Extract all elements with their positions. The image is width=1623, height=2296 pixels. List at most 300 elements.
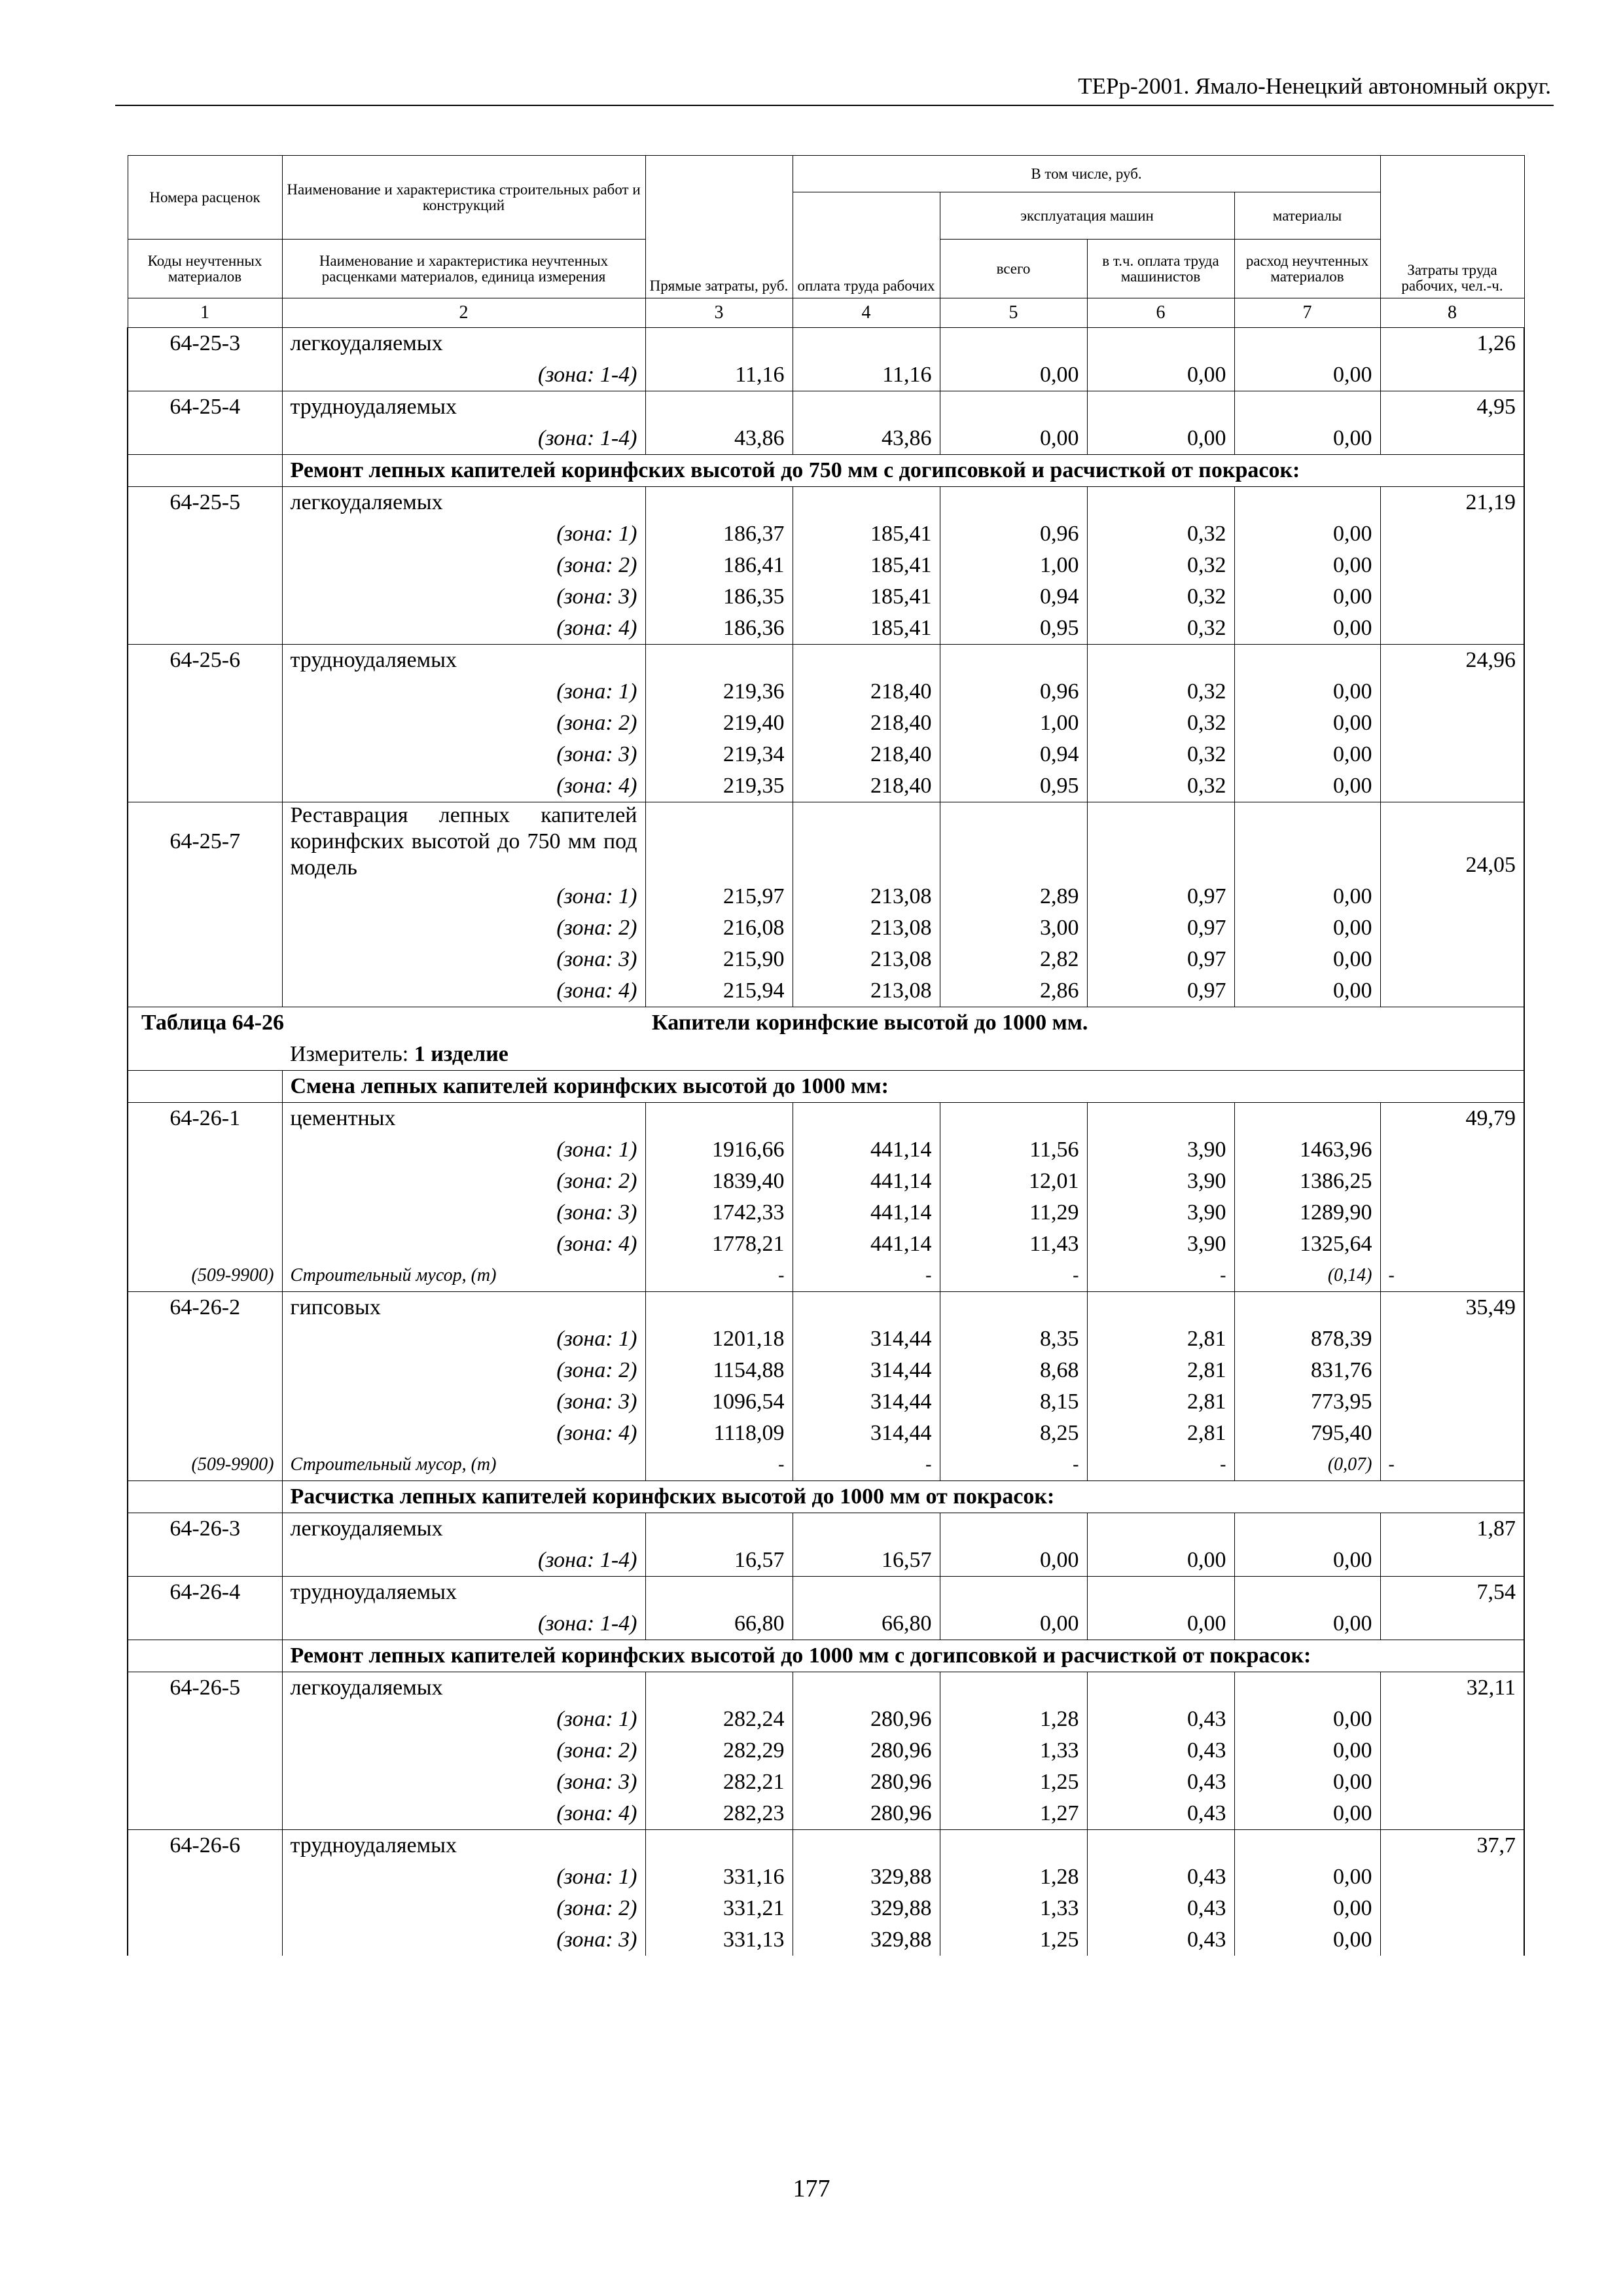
empty-cell [1234, 1103, 1380, 1135]
empty-cell [940, 802, 1087, 882]
item-code: 64-25-6 [128, 645, 282, 677]
price-value: 1,00 [940, 708, 1087, 739]
empty-cell [940, 391, 1087, 423]
price-value: 773,95 [1234, 1386, 1380, 1418]
empty-cell [1380, 1735, 1524, 1767]
labor-value: 24,05 [1380, 802, 1524, 882]
section-heading: Ремонт лепных капителей коринфских высотой до 1000 мм с догипсовкой и расчисткой от покрасок: [282, 1640, 1524, 1672]
material-value: - [940, 1449, 1087, 1481]
empty-cell [645, 1830, 793, 1862]
price-value: 0,00 [940, 1608, 1087, 1640]
zone-row [128, 739, 1524, 770]
zone-row [128, 975, 1524, 1007]
item-name: Реставрация лепных капителей коринфских высотой до 750 мм под модель [282, 802, 645, 882]
zone-row [128, 1704, 1524, 1735]
zone-row [128, 1608, 1524, 1640]
price-value: 0,00 [1234, 912, 1380, 944]
header-col2-top: Наименование и характеристика строительных работ и конструкций [282, 156, 645, 240]
price-value: 0,00 [1234, 359, 1380, 391]
zone-row [128, 1545, 1524, 1577]
price-value: 2,81 [1087, 1323, 1234, 1355]
table-64-26-title [128, 1007, 1524, 1071]
empty-cell [1234, 487, 1380, 519]
item-row [128, 1577, 1524, 1609]
zone-row [128, 1197, 1524, 1229]
table-title: Капители коринфские высотой до 1000 мм. [652, 1011, 1088, 1035]
price-value: 1,28 [940, 1861, 1087, 1893]
empty-cell [1234, 391, 1380, 423]
empty-cell [645, 1672, 793, 1704]
section-e-heading [128, 1640, 1524, 1672]
price-value: 43,86 [793, 423, 940, 455]
zone-row [128, 676, 1524, 708]
zone-label: (зона: 2) [282, 1735, 645, 1767]
zone-row [128, 1767, 1524, 1798]
item-row [128, 487, 1524, 519]
price-value: 878,39 [1234, 1323, 1380, 1355]
column-number: 5 [940, 298, 1087, 328]
price-value: 2,81 [1087, 1418, 1234, 1449]
price-value: 186,36 [645, 613, 793, 645]
empty-cell [1234, 1513, 1380, 1545]
price-value: 0,43 [1087, 1767, 1234, 1798]
empty-cell [1380, 1386, 1524, 1418]
empty-cell [128, 1861, 282, 1893]
empty-cell [128, 1197, 282, 1229]
measure-value: 1 изделие [414, 1042, 508, 1066]
price-value: 186,37 [645, 518, 793, 550]
item-name: легкоудаляемых [282, 487, 645, 519]
labor-value: 32,11 [1380, 1672, 1524, 1704]
zone-label: (зона: 1) [282, 1704, 645, 1735]
price-value: 0,32 [1087, 613, 1234, 645]
price-value: 280,96 [793, 1704, 940, 1735]
price-value: 0,00 [1087, 1608, 1234, 1640]
empty-cell [1234, 1830, 1380, 1862]
price-value: 329,88 [793, 1924, 940, 1956]
empty-cell [793, 1577, 940, 1609]
item-row [128, 1103, 1524, 1135]
empty-cell [128, 1767, 282, 1798]
zone-label: (зона: 1-4) [282, 1545, 645, 1577]
table-label: Таблица 64-26 [141, 1011, 285, 1035]
price-table [127, 155, 1525, 1956]
empty-cell [128, 1893, 282, 1924]
zone-row [128, 1798, 1524, 1830]
labor-value: 4,95 [1380, 391, 1524, 423]
header-col5: всего [940, 240, 1087, 298]
price-value: 12,01 [940, 1166, 1087, 1197]
zone-row [128, 1355, 1524, 1386]
item-code: 64-26-6 [128, 1830, 282, 1862]
empty-cell [1234, 1292, 1380, 1324]
labor-value: 37,7 [1380, 1830, 1524, 1862]
price-value: 1201,18 [645, 1323, 793, 1355]
empty-cell [1087, 802, 1234, 882]
empty-cell [128, 423, 282, 455]
empty-cell [128, 1134, 282, 1166]
empty-cell [128, 1418, 282, 1449]
empty-cell [1380, 359, 1524, 391]
item-row [128, 1292, 1524, 1324]
price-value: 1839,40 [645, 1166, 793, 1197]
empty-cell [1380, 881, 1524, 912]
zone-label: (зона: 3) [282, 1197, 645, 1229]
zone-label: (зона: 1) [282, 1323, 645, 1355]
header-group: В том числе, руб. [793, 156, 1380, 192]
price-value: 1,33 [940, 1735, 1087, 1767]
zone-label: (зона: 4) [282, 770, 645, 802]
price-value: 282,21 [645, 1767, 793, 1798]
price-value: 218,40 [793, 676, 940, 708]
empty-cell [940, 487, 1087, 519]
empty-cell [1234, 645, 1380, 677]
empty-cell [1380, 1229, 1524, 1260]
item-row [128, 645, 1524, 677]
empty-cell [128, 912, 282, 944]
material-value: - [793, 1260, 940, 1292]
price-value: 0,96 [940, 518, 1087, 550]
empty-cell [128, 1545, 282, 1577]
zone-label: (зона: 3) [282, 1924, 645, 1956]
price-value: 219,40 [645, 708, 793, 739]
price-value: 331,16 [645, 1861, 793, 1893]
section-heading: Ремонт лепных капителей коринфских высотой до 750 мм с догипсовкой и расчисткой от покрасок: [282, 455, 1524, 487]
empty-cell [128, 359, 282, 391]
price-value: 0,97 [1087, 912, 1234, 944]
header-rule [115, 105, 1554, 106]
empty-cell [128, 1166, 282, 1197]
price-value: 0,94 [940, 581, 1087, 613]
item-name: цементных [282, 1103, 645, 1135]
price-value: 0,00 [1234, 1704, 1380, 1735]
zone-row [128, 1323, 1524, 1355]
zone-label: (зона: 4) [282, 613, 645, 645]
empty-cell [1380, 1861, 1524, 1893]
section-b-heading [128, 455, 1524, 487]
page-number: 177 [793, 2175, 830, 2202]
item-name: трудноудаляемых [282, 391, 645, 423]
price-value: 11,29 [940, 1197, 1087, 1229]
price-value: 11,56 [940, 1134, 1087, 1166]
empty-cell [128, 1924, 282, 1956]
price-value: 831,76 [1234, 1355, 1380, 1386]
zone-label: (зона: 1-4) [282, 359, 645, 391]
empty-cell [128, 1386, 282, 1418]
price-value: 215,94 [645, 975, 793, 1007]
zone-label: (зона: 4) [282, 1798, 645, 1830]
price-value: 0,94 [940, 739, 1087, 770]
price-value: 16,57 [793, 1545, 940, 1577]
section-heading: Смена лепных капителей коринфских высотой до 1000 мм: [282, 1071, 1524, 1103]
item-name: трудноудаляемых [282, 645, 645, 677]
zone-label: (зона: 1-4) [282, 423, 645, 455]
empty-cell [128, 613, 282, 645]
price-value: 8,25 [940, 1418, 1087, 1449]
empty-cell [1380, 550, 1524, 581]
empty-cell [128, 1323, 282, 1355]
material-value: - [645, 1260, 793, 1292]
price-value: 0,43 [1087, 1893, 1234, 1924]
empty-cell [128, 708, 282, 739]
price-value: 3,90 [1087, 1229, 1234, 1260]
header-col2-bottom: Наименование и характеристика неучтенных расценками материалов, единица измерения [282, 240, 645, 298]
price-value: 0,43 [1087, 1704, 1234, 1735]
price-value: 218,40 [793, 708, 940, 739]
price-value: 1742,33 [645, 1197, 793, 1229]
price-value: 0,32 [1087, 739, 1234, 770]
price-value: 213,08 [793, 881, 940, 912]
zone-row [128, 1386, 1524, 1418]
price-value: 0,00 [1087, 1545, 1234, 1577]
empty-cell [1380, 1924, 1524, 1956]
item-code: 64-26-1 [128, 1103, 282, 1135]
zone-row [128, 518, 1524, 550]
empty-cell [1380, 676, 1524, 708]
material-row [128, 1260, 1524, 1292]
empty-cell [1380, 1545, 1524, 1577]
column-number: 6 [1087, 298, 1234, 328]
empty-cell [1380, 1134, 1524, 1166]
empty-cell [1380, 1767, 1524, 1798]
price-value: 213,08 [793, 944, 940, 975]
labor-value: 7,54 [1380, 1577, 1524, 1609]
empty-cell [1380, 1323, 1524, 1355]
price-value: 1118,09 [645, 1418, 793, 1449]
header-col1-top: Номера расценок [128, 156, 282, 240]
price-value: 0,32 [1087, 708, 1234, 739]
price-value: 1916,66 [645, 1134, 793, 1166]
price-value: 0,00 [1234, 613, 1380, 645]
empty-cell [128, 581, 282, 613]
price-value: 213,08 [793, 912, 940, 944]
empty-cell [645, 1577, 793, 1609]
price-value: 185,41 [793, 550, 940, 581]
item-code: 64-26-3 [128, 1513, 282, 1545]
price-value: 280,96 [793, 1767, 940, 1798]
price-value: 441,14 [793, 1166, 940, 1197]
price-value: 1,28 [940, 1704, 1087, 1735]
labor-value: 1,26 [1380, 328, 1524, 360]
empty-cell [128, 770, 282, 802]
price-value: 314,44 [793, 1418, 940, 1449]
price-value: 3,90 [1087, 1166, 1234, 1197]
labor-value: 1,87 [1380, 1513, 1524, 1545]
zone-row [128, 1735, 1524, 1767]
zone-label: (зона: 1) [282, 1861, 645, 1893]
price-value: 3,00 [940, 912, 1087, 944]
zone-row [128, 423, 1524, 455]
material-value: - [1087, 1260, 1234, 1292]
section-b-body [128, 487, 1524, 1007]
price-value: 282,24 [645, 1704, 793, 1735]
price-value: 282,29 [645, 1735, 793, 1767]
empty-cell [940, 1577, 1087, 1609]
empty-cell [793, 391, 940, 423]
empty-cell [128, 975, 282, 1007]
empty-cell [1087, 645, 1234, 677]
price-value: 314,44 [793, 1386, 940, 1418]
empty-cell [1087, 328, 1234, 360]
zone-label: (зона: 2) [282, 708, 645, 739]
price-value: 185,41 [793, 581, 940, 613]
item-code: 64-26-2 [128, 1292, 282, 1324]
empty-cell [1380, 518, 1524, 550]
price-value: 1,27 [940, 1798, 1087, 1830]
price-value: 2,89 [940, 881, 1087, 912]
zone-label: (зона: 2) [282, 1355, 645, 1386]
empty-cell [793, 645, 940, 677]
price-value: 0,43 [1087, 1861, 1234, 1893]
price-value: 1325,64 [1234, 1229, 1380, 1260]
empty-cell [1234, 1577, 1380, 1609]
empty-cell [1087, 487, 1234, 519]
empty-cell [1234, 802, 1380, 882]
empty-cell [940, 1830, 1087, 1862]
price-value: 0,00 [1234, 1798, 1380, 1830]
price-value: 1,25 [940, 1767, 1087, 1798]
price-value: 8,68 [940, 1355, 1087, 1386]
item-name: гипсовых [282, 1292, 645, 1324]
empty-cell [793, 1513, 940, 1545]
price-value: 66,80 [793, 1608, 940, 1640]
section-heading: Расчистка лепных капителей коринфских высотой до 1000 мм от покрасок: [282, 1481, 1524, 1513]
price-value: 0,00 [1234, 770, 1380, 802]
item-row [128, 1830, 1524, 1862]
empty-cell [1234, 328, 1380, 360]
price-value: 0,43 [1087, 1735, 1234, 1767]
price-value: 1154,88 [645, 1355, 793, 1386]
empty-cell [1087, 1830, 1234, 1862]
price-value: 0,32 [1087, 581, 1234, 613]
zone-label: (зона: 4) [282, 1418, 645, 1449]
empty-cell [1380, 944, 1524, 975]
zone-label: (зона: 3) [282, 1386, 645, 1418]
empty-cell [1380, 1355, 1524, 1386]
item-row [128, 802, 1524, 882]
item-row [128, 1513, 1524, 1545]
empty-cell [128, 676, 282, 708]
section-c-heading [128, 1071, 1524, 1103]
price-value: 219,35 [645, 770, 793, 802]
zone-label: (зона: 1) [282, 518, 645, 550]
price-value: 0,00 [1234, 1861, 1380, 1893]
price-value: 0,32 [1087, 550, 1234, 581]
price-value: 0,00 [940, 1545, 1087, 1577]
zone-label: (зона: 4) [282, 975, 645, 1007]
zone-label: (зона: 2) [282, 550, 645, 581]
empty-cell [940, 1103, 1087, 1135]
measure-label: Измеритель: [290, 1042, 409, 1066]
header-col4: оплата труда рабочих [793, 192, 940, 298]
column-number: 8 [1380, 298, 1524, 328]
item-code: 64-26-5 [128, 1672, 282, 1704]
empty-cell [940, 1292, 1087, 1324]
price-value: 43,86 [645, 423, 793, 455]
price-value: 441,14 [793, 1134, 940, 1166]
zone-label: (зона: 2) [282, 912, 645, 944]
header-machines: эксплуатация машин [940, 192, 1234, 240]
price-value: 1778,21 [645, 1229, 793, 1260]
price-value: 0,00 [940, 359, 1087, 391]
page-header-title: ТЕРр-2001. Ямало-Ненецкий автономный округ. [1078, 73, 1551, 99]
price-value: 0,97 [1087, 944, 1234, 975]
zone-row [128, 613, 1524, 645]
price-value: 329,88 [793, 1893, 940, 1924]
zone-label: (зона: 4) [282, 1229, 645, 1260]
price-value: 0,00 [1234, 881, 1380, 912]
item-row [128, 1672, 1524, 1704]
price-value: 0,96 [940, 676, 1087, 708]
zone-label: (зона: 1) [282, 881, 645, 912]
price-value: 11,16 [793, 359, 940, 391]
zone-label: (зона: 1-4) [282, 1608, 645, 1640]
price-value: 185,41 [793, 613, 940, 645]
empty-cell [793, 328, 940, 360]
price-value: 0,32 [1087, 518, 1234, 550]
zone-label: (зона: 3) [282, 1767, 645, 1798]
price-value: 186,35 [645, 581, 793, 613]
section-d-body [128, 1513, 1524, 1640]
price-value: 282,23 [645, 1798, 793, 1830]
price-value: 0,43 [1087, 1798, 1234, 1830]
table-header [128, 156, 1524, 328]
price-value: 66,80 [645, 1608, 793, 1640]
price-value: 441,14 [793, 1229, 940, 1260]
material-value: - [645, 1449, 793, 1481]
price-value: 2,82 [940, 944, 1087, 975]
empty-cell [1087, 1672, 1234, 1704]
zone-row [128, 1924, 1524, 1956]
price-value: 3,90 [1087, 1134, 1234, 1166]
header-materials: материалы [1234, 192, 1380, 240]
material-value: (0,14) [1234, 1260, 1380, 1292]
column-number: 2 [282, 298, 645, 328]
empty-cell [1380, 975, 1524, 1007]
empty-cell [1087, 391, 1234, 423]
price-value: 218,40 [793, 739, 940, 770]
price-value: 219,36 [645, 676, 793, 708]
price-value: 795,40 [1234, 1418, 1380, 1449]
price-value: 1289,90 [1234, 1197, 1380, 1229]
price-value: 0,32 [1087, 676, 1234, 708]
empty-cell [1380, 912, 1524, 944]
price-value: 0,00 [1087, 423, 1234, 455]
empty-cell [793, 1292, 940, 1324]
empty-cell [128, 881, 282, 912]
empty-cell [1380, 770, 1524, 802]
empty-cell [1380, 1608, 1524, 1640]
price-value: 0,32 [1087, 770, 1234, 802]
section-a-body [128, 328, 1524, 455]
price-value: 218,40 [793, 770, 940, 802]
price-value: 0,00 [1234, 708, 1380, 739]
price-value: 0,97 [1087, 881, 1234, 912]
item-code: 64-25-5 [128, 487, 282, 519]
item-code: 64-25-4 [128, 391, 282, 423]
zone-row [128, 708, 1524, 739]
empty-cell [1380, 613, 1524, 645]
price-value: 331,13 [645, 1924, 793, 1956]
zone-label: (зона: 3) [282, 739, 645, 770]
empty-cell [645, 802, 793, 882]
labor-value: 24,96 [1380, 645, 1524, 677]
price-value: 0,00 [1234, 739, 1380, 770]
empty-cell [1380, 423, 1524, 455]
price-value: 1,33 [940, 1893, 1087, 1924]
price-value: 1463,96 [1234, 1134, 1380, 1166]
item-name: трудноудаляемых [282, 1577, 645, 1609]
